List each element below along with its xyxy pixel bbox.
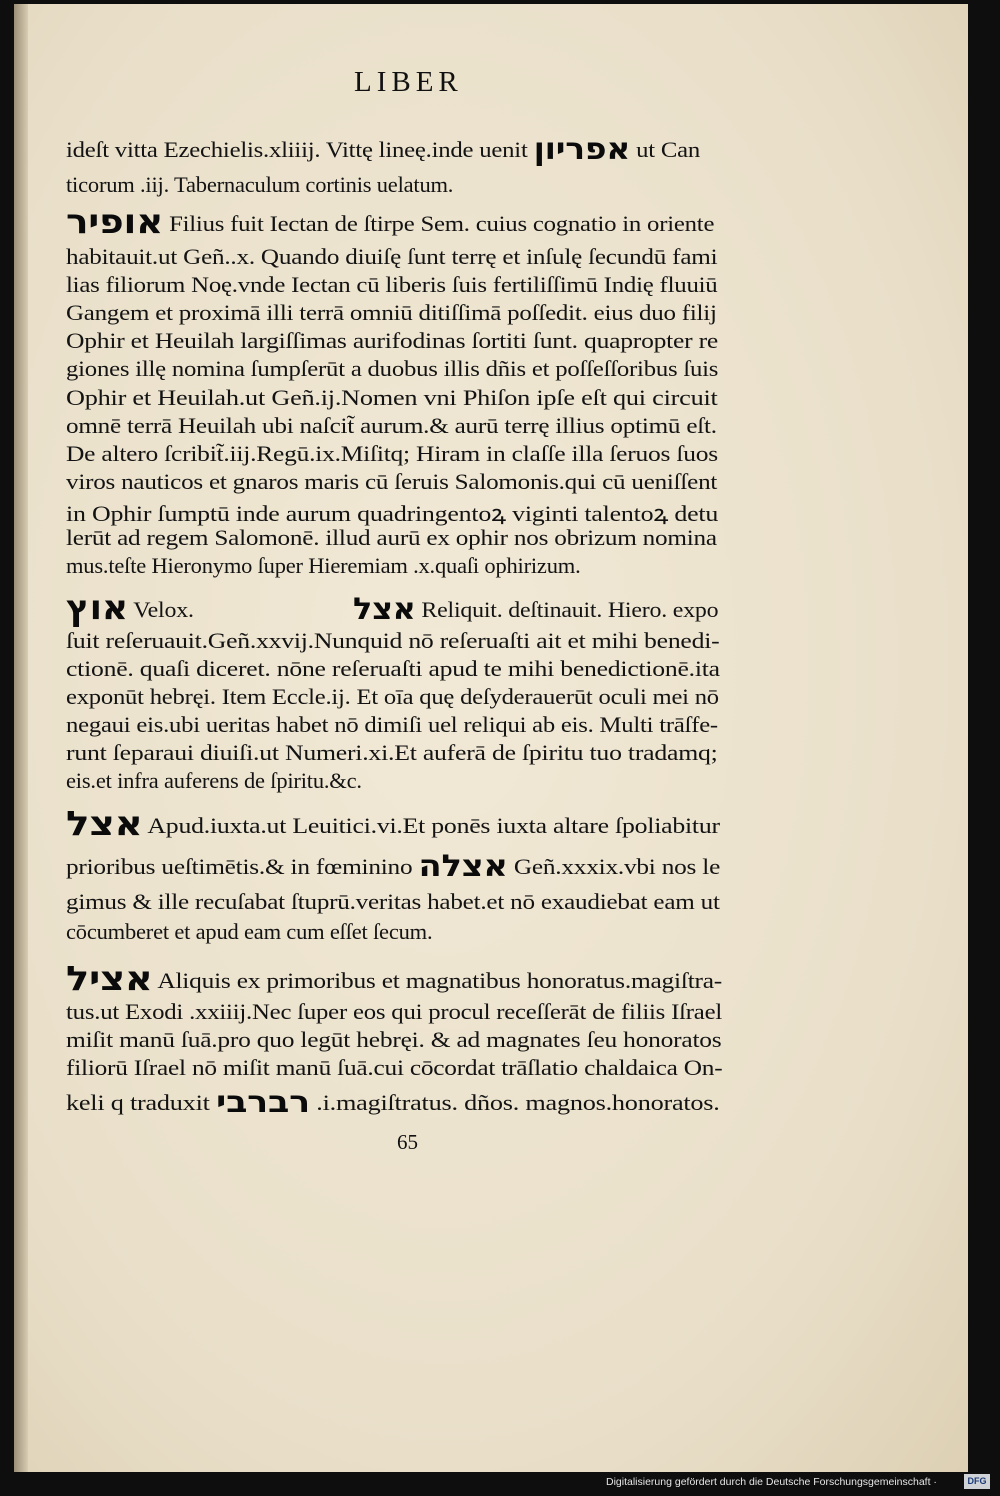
text-line — [66, 172, 453, 198]
hebrew-headword: אצלה — [418, 849, 508, 884]
latin-text: in Ophir ſumptū inde aurum quadringentoꝝ viginti talentoꝝ detu — [66, 501, 719, 526]
hebrew-headword: אפריון — [533, 132, 631, 167]
text-line — [66, 712, 718, 738]
latin-text: filiorū Iſrael nō miſit manū ſuā.cui cōcordat trāſlatio chaldaica On- — [66, 1055, 723, 1080]
latin-text: Aliquis ex primoribus et magnatibus honoratus.magiſtra- — [152, 968, 723, 993]
latin-text: runt ſeparaui diuiſi.ut Numeri.xi.Et auferā de ſpiritu tuo tradamq; — [66, 740, 718, 765]
text-line — [66, 385, 718, 411]
text-line — [66, 999, 722, 1025]
latin-text: prioribus ueſtimētis.& in fœminino — [66, 854, 419, 879]
text-line — [66, 768, 362, 794]
text-line — [66, 469, 717, 495]
latin-text: miſit manū ſuā.pro quo legūt hebręi. & ad magnates ſeu honoratos — [66, 1027, 722, 1052]
latin-text: Apud.iuxta.ut Leuitici.vi.Et ponēs iuxta altare ſpoliabitur — [142, 813, 720, 838]
text-line — [66, 497, 718, 528]
text-line — [66, 202, 714, 242]
text-line — [66, 959, 722, 999]
latin-text: Gangem et proximā illi terrā omniū ditiſſimā poſſedit. eius duo filij — [66, 300, 717, 325]
latin-text: ticorum .iij. Tabernaculum cortinis uelatum. — [66, 172, 454, 197]
hebrew-headword: אופיר — [66, 202, 164, 242]
latin-text: Filius fuit Iectan de ſtirpe Sem. cuius cognatio in oriente — [163, 211, 715, 236]
text-line — [66, 413, 717, 439]
latin-text: exponūt hebręi. Item Eccle.ij. Et oīa quę deſyderauerūt oculi mei nō — [66, 684, 719, 709]
latin-text: Velox. — [127, 597, 194, 622]
text-line — [66, 740, 718, 766]
text-line — [66, 656, 720, 682]
hebrew-headword: אוץ — [66, 588, 128, 628]
latin-text: tus.ut Exodi .xxiiij.Nec ſuper eos qui procul receſſerāt de filiis Iſrael — [66, 999, 723, 1024]
text-line — [66, 441, 718, 467]
text-line — [66, 1085, 720, 1120]
text-line — [66, 889, 720, 915]
page-number: 65 — [397, 1130, 418, 1154]
latin-text: gimus & ille recuſabat ſtuprū.veritas habet.et nō exaudiebat eam ut — [66, 889, 720, 914]
text-line — [66, 684, 719, 710]
hebrew-headword: רברבי — [216, 1085, 310, 1120]
hebrew-headword: אצל — [353, 592, 416, 627]
page-gutter — [14, 4, 28, 1472]
latin-text: lias filiorum Noę.vnde Iectan cū liberis ſuis fertiliſſimū Indię fluuiū — [66, 272, 718, 297]
text-line — [66, 244, 717, 270]
text-line — [66, 553, 581, 579]
latin-text: negaui eis.ubi ueritas habet nō dimiſi uel reliqui ab eis. Multi trāſfe- — [66, 712, 718, 737]
latin-text: ſuit reſeruauit.Geñ.xxvij.Nunquid nō reſeruaſti ait et mihi benedi- — [66, 628, 720, 653]
text-line — [66, 849, 720, 884]
running-header: LIBER — [354, 66, 463, 98]
latin-text: eis.et infra auferens de ſpiritu.&c. — [66, 768, 362, 793]
text-line — [66, 1027, 721, 1053]
text-line — [66, 525, 717, 551]
latin-text: keli q traduxit — [66, 1090, 217, 1115]
latin-text: ideſt vitta Ezechielis.xliiij. Vittę lineę.inde uenit — [66, 137, 534, 162]
funding-note: Digitalisierung gefördert durch die Deutsche Forschungsgemeinschaft · — [606, 1476, 937, 1488]
latin-text: omnē terrā Heuilah ubi naſcit̃ aurum.& aurū terrę illius optimū eſt. — [66, 413, 717, 438]
latin-text: Reliquit. deſtinauit. Hiero. expo — [415, 597, 719, 622]
dfg-logo: DFG — [964, 1474, 990, 1489]
book-page — [14, 4, 968, 1472]
latin-text: mus.teſte Hieronymo ſuper Hieremiam .x.quaſi ophirizum. — [66, 553, 581, 578]
text-line — [66, 588, 718, 628]
latin-text: Ophir et Heuilah.ut Geñ.ij.Nomen vni Phiſon ipſe eſt qui circuit — [66, 385, 718, 410]
latin-text: ut Can — [630, 137, 701, 162]
hebrew-headword: אציל — [66, 959, 153, 999]
latin-text: lerūt ad regem Salomonē. illud aurū ex ophir nos obrizum nomina — [66, 525, 717, 550]
latin-text: habitauit.ut Geñ..x. Quando diuiſę ſunt terrę et inſulę ſecundū fami — [66, 244, 718, 269]
latin-text: giones illę nomina ſumpſerūt a duobus illis dñis et poſſeſſoribus ſuis — [66, 356, 719, 381]
hebrew-headword: אצל — [66, 804, 143, 844]
text-line — [66, 628, 719, 654]
latin-text: ctionē. quaſi diceret. nōne reſeruaſti apud te mihi benedictionē.ita — [66, 656, 720, 681]
text-line — [66, 1055, 722, 1081]
latin-text: Ophir et Heuilah largiſſimas aurifodinas ſortiti ſunt. quapropter re — [66, 328, 719, 353]
latin-text: Geñ.xxxix.vbi nos le — [507, 854, 721, 879]
latin-text: De altero ſcribit̃.iij.Regū.ix.Miſitq; Hiram in claſſe illa ſeruos ſuos — [66, 441, 718, 466]
text-line — [66, 804, 720, 844]
text-line — [66, 328, 718, 354]
text-line — [66, 300, 717, 326]
text-line — [66, 356, 718, 382]
latin-text: .i.magiſtratus. dños. magnos.honoratos. — [309, 1090, 720, 1115]
text-line — [66, 919, 432, 945]
latin-text: viros nauticos et gnaros maris cū ſeruis Salomonis.qui cū ueniſſent — [66, 469, 718, 494]
latin-text: cōcumberet et apud eam cum eſſet ſecum. — [66, 919, 433, 944]
text-line — [66, 272, 717, 298]
text-line — [66, 132, 700, 167]
